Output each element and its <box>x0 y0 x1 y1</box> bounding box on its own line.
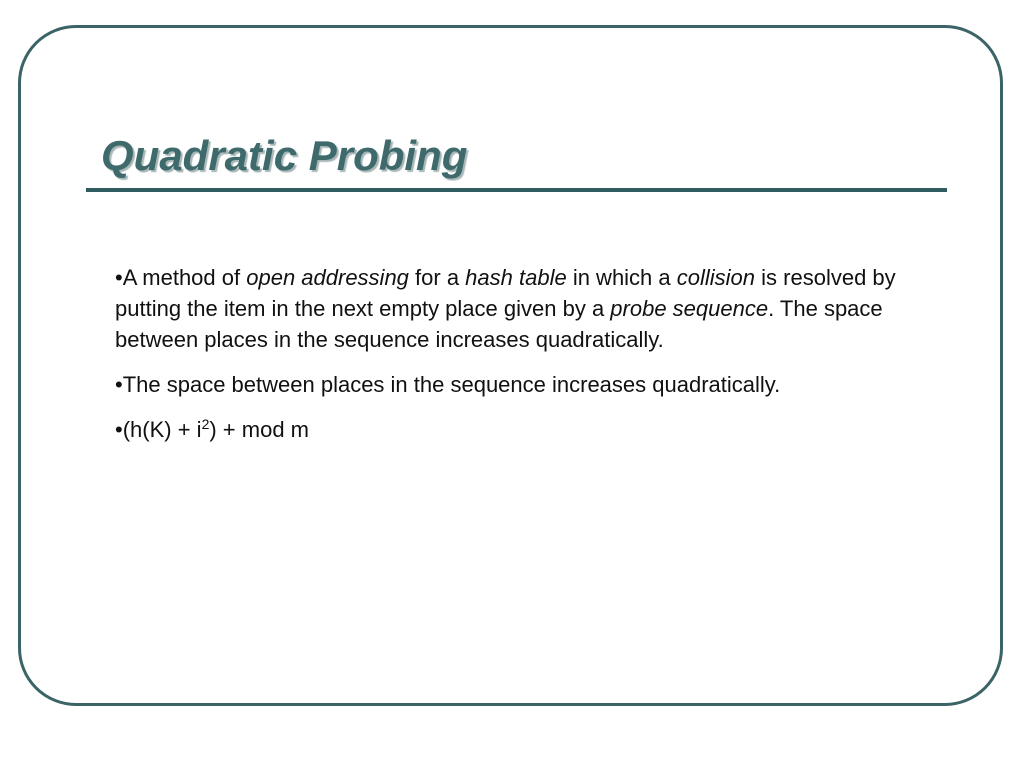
definition-text: A method of <box>122 265 247 290</box>
bullet-item-definition <box>115 262 915 355</box>
term-hash-table: hash table <box>465 265 567 290</box>
formula-exponent: 2 <box>201 416 210 432</box>
formula-text: (h(K) + i <box>122 417 202 442</box>
definition-text: is resolved by putting the item in the next empty place given by a <box>115 265 896 321</box>
bullet-list <box>115 262 915 459</box>
slide-title: Quadratic Probing <box>101 132 468 179</box>
term-collision: collision <box>676 265 756 290</box>
term-probe-sequence: probe sequence <box>610 296 769 321</box>
bullet-marker: • <box>115 372 123 397</box>
definition-text: for a <box>408 265 466 290</box>
bullet-marker: • <box>115 265 123 290</box>
definition-text: . The space between places in the sequence increases quadratically. <box>115 296 883 352</box>
definition-text: in which a <box>566 265 677 290</box>
formula-text: ) + mod m <box>209 417 309 442</box>
bullet-item-formula <box>115 414 915 445</box>
bullet-marker: • <box>115 417 123 442</box>
term-open-addressing: open addressing <box>246 265 409 290</box>
bullet-item-spacing <box>115 369 915 400</box>
title-underline-rule <box>86 188 947 192</box>
spacing-text: The space between places in the sequence increases quadratically. <box>122 372 781 397</box>
